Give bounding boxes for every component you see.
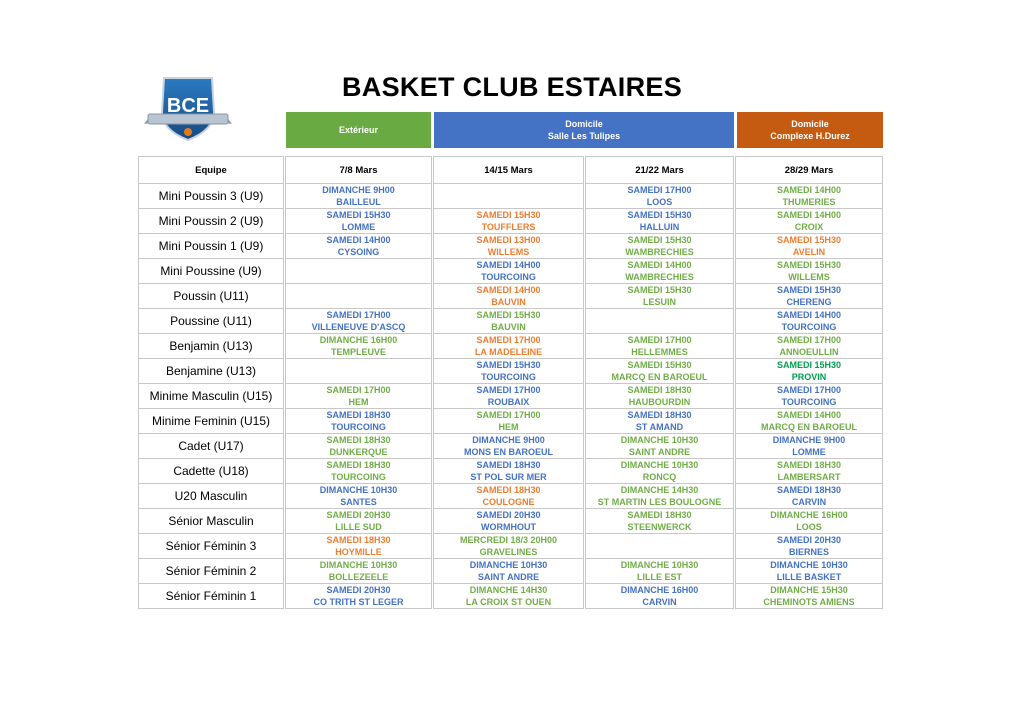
match-time: SAMEDI 14H00 <box>476 260 541 270</box>
match-cell <box>735 334 883 359</box>
match-opponent: LA CROIX ST OUEN <box>465 597 552 607</box>
match-cell <box>433 459 585 484</box>
match-opponent: STEENWERCK <box>627 522 692 532</box>
team-name: Sénior Masculin <box>139 509 285 534</box>
match-time: DIMANCHE 9H00 <box>322 185 395 195</box>
match-cell <box>285 559 433 584</box>
match-opponent: HELLEMMES <box>631 347 688 357</box>
match-opponent: COULOGNE <box>482 497 535 507</box>
match-opponent: ST POL SUR MER <box>470 472 547 482</box>
match-opponent: TOURCOING <box>331 422 386 432</box>
empty-cell <box>433 184 585 209</box>
match-time: SAMEDI 15H30 <box>776 260 842 270</box>
match-opponent: LILLE EST <box>637 572 682 582</box>
header-row <box>139 157 883 184</box>
match-opponent: BAUVIN <box>491 297 526 307</box>
table-row <box>139 359 883 384</box>
match-cell <box>735 434 883 459</box>
match-opponent: GRAVELINES <box>479 547 538 557</box>
match-cell <box>433 584 585 609</box>
table-row <box>139 484 883 509</box>
match-opponent: CARVIN <box>791 497 827 507</box>
match-time: SAMEDI 15H30 <box>476 360 541 370</box>
match-time: SAMEDI 14H00 <box>776 410 842 420</box>
match-opponent: BAUVIN <box>491 322 526 332</box>
match-opponent: LA MADELEINE <box>474 347 543 357</box>
match-cell <box>585 434 735 459</box>
match-opponent: ANNOEULLIN <box>779 347 839 357</box>
match-cell <box>433 384 585 409</box>
match-time: SAMEDI 14H00 <box>476 285 541 295</box>
match-time: SAMEDI 20H30 <box>476 510 541 520</box>
table-row <box>139 284 883 309</box>
team-name: Mini Poussin 2 (U9) <box>139 209 285 234</box>
match-cell <box>585 184 735 209</box>
match-opponent: WAMBRECHIES <box>625 272 694 282</box>
match-opponent: RONCQ <box>642 472 677 482</box>
match-cell <box>585 209 735 234</box>
match-cell <box>285 509 433 534</box>
match-opponent: TOUFFLERS <box>481 222 536 232</box>
match-opponent: BIERNES <box>788 547 829 557</box>
logo-text: BCE <box>166 95 210 117</box>
table-row <box>139 534 883 559</box>
empty-cell <box>285 359 433 384</box>
match-cell <box>585 234 735 259</box>
match-opponent: CYSOING <box>337 247 380 257</box>
match-opponent: HEM <box>498 422 519 432</box>
table-row <box>139 334 883 359</box>
match-cell <box>285 584 433 609</box>
match-opponent: TOURCOING <box>331 472 386 482</box>
match-time: SAMEDI 18H30 <box>326 535 391 545</box>
match-opponent: WILLEMS <box>788 272 830 282</box>
match-time: SAMEDI 18H30 <box>627 410 692 420</box>
match-opponent: LAMBERSART <box>777 472 841 482</box>
match-cell <box>433 309 585 334</box>
match-cell <box>433 484 585 509</box>
match-cell <box>285 184 433 209</box>
match-cell <box>433 209 585 234</box>
legend-domicile-tulipes-line2: Salle Les Tulipes <box>547 131 621 141</box>
match-opponent: SAINT ANDRE <box>477 572 540 582</box>
match-opponent: TOURCOING <box>781 397 837 407</box>
match-opponent: ST MARTIN LES BOULOGNE <box>597 497 722 507</box>
table-row <box>139 584 883 609</box>
match-opponent: HOYMILLE <box>335 547 382 557</box>
match-opponent: LOMME <box>792 447 826 457</box>
match-opponent: LOOS <box>796 522 822 532</box>
match-opponent: SAINT ANDRE <box>628 447 691 457</box>
club-logo <box>142 72 234 146</box>
match-cell <box>285 484 433 509</box>
match-time: SAMEDI 15H30 <box>627 360 692 370</box>
table-row <box>139 409 883 434</box>
match-time: SAMEDI 15H30 <box>776 235 842 245</box>
match-time: SAMEDI 18H30 <box>326 410 391 420</box>
legend-domicile-durez-line1: Domicile <box>791 119 829 129</box>
match-time: SAMEDI 15H30 <box>627 285 692 295</box>
match-time: DIMANCHE 10H30 <box>620 460 699 470</box>
match-time: SAMEDI 17H00 <box>476 385 541 395</box>
match-time: SAMEDI 14H00 <box>326 235 391 245</box>
match-time: SAMEDI 15H30 <box>776 285 842 295</box>
page-title: BASKET CLUB ESTAIRES <box>341 72 683 102</box>
column-header-week-3: 21/22 Mars <box>585 157 735 184</box>
match-cell <box>433 559 585 584</box>
match-time: DIMANCHE 14H30 <box>620 485 699 495</box>
empty-cell <box>285 259 433 284</box>
match-opponent: MARCQ EN BAROEUL <box>611 372 708 382</box>
match-cell <box>735 409 883 434</box>
match-cell <box>285 409 433 434</box>
match-time: SAMEDI 17H00 <box>627 335 692 345</box>
team-name: Minime Feminin (U15) <box>139 409 285 434</box>
match-cell <box>433 259 585 284</box>
match-opponent: PROVIN <box>791 372 827 382</box>
match-time: SAMEDI 18H30 <box>326 460 391 470</box>
match-opponent: LILLE BASKET <box>776 572 842 582</box>
match-cell <box>585 334 735 359</box>
schedule-table <box>138 156 883 609</box>
match-time: DIMANCHE 10H30 <box>469 560 548 570</box>
match-cell <box>585 284 735 309</box>
table-row <box>139 184 883 209</box>
legend-domicile-tulipes-line1: Domicile <box>565 119 603 129</box>
empty-cell <box>585 309 735 334</box>
match-time: SAMEDI 17H00 <box>476 410 541 420</box>
team-name: Poussine (U11) <box>139 309 285 334</box>
match-time: SAMEDI 17H00 <box>627 185 692 195</box>
match-cell <box>433 509 585 534</box>
match-time: SAMEDI 18H30 <box>627 385 692 395</box>
match-time: DIMANCHE 9H00 <box>472 435 545 445</box>
match-time: DIMANCHE 10H30 <box>620 560 699 570</box>
legend-exterieur-label: Extérieur <box>338 125 379 135</box>
match-time: SAMEDI 14H00 <box>776 310 842 320</box>
match-time: SAMEDI 20H30 <box>776 535 842 545</box>
table-row <box>139 509 883 534</box>
team-name: Benjamin (U13) <box>139 334 285 359</box>
match-cell <box>285 309 433 334</box>
match-cell <box>585 459 735 484</box>
team-name: Benjamine (U13) <box>139 359 285 384</box>
match-cell <box>285 334 433 359</box>
match-opponent: HALLUIN <box>639 222 680 232</box>
match-time: DIMANCHE 10H30 <box>319 485 398 495</box>
match-cell <box>735 309 883 334</box>
table-row <box>139 259 883 284</box>
team-name: Mini Poussin 1 (U9) <box>139 234 285 259</box>
match-cell <box>433 434 585 459</box>
match-opponent: AVELIN <box>792 247 826 257</box>
table-row <box>139 434 883 459</box>
match-cell <box>735 259 883 284</box>
match-cell <box>433 284 585 309</box>
match-opponent: LOOS <box>646 197 673 207</box>
match-time: SAMEDI 18H30 <box>627 510 692 520</box>
match-cell <box>735 184 883 209</box>
match-cell <box>285 384 433 409</box>
match-cell <box>433 334 585 359</box>
match-opponent: ROUBAIX <box>487 397 530 407</box>
match-cell <box>585 359 735 384</box>
table-row <box>139 234 883 259</box>
match-cell <box>735 359 883 384</box>
match-cell <box>735 534 883 559</box>
table-row <box>139 559 883 584</box>
column-header-week-4: 28/29 Mars <box>735 157 883 184</box>
match-opponent: ST AMAND <box>635 422 684 432</box>
match-cell <box>735 559 883 584</box>
match-cell <box>585 509 735 534</box>
match-time: SAMEDI 15H30 <box>326 210 391 220</box>
match-opponent: LOMME <box>341 222 376 232</box>
team-name: Poussin (U11) <box>139 284 285 309</box>
match-time: DIMANCHE 10H30 <box>620 435 699 445</box>
match-time: SAMEDI 17H00 <box>776 335 842 345</box>
match-time: SAMEDI 15H30 <box>627 235 692 245</box>
club-shield-logo-icon <box>142 72 234 146</box>
match-time: SAMEDI 17H00 <box>326 385 391 395</box>
match-opponent: CHEMINOTS AMIENS <box>763 597 855 607</box>
match-opponent: WAMBRECHIES <box>625 247 694 257</box>
match-time: DIMANCHE 10H30 <box>770 560 848 570</box>
team-name: Minime Masculin (U15) <box>139 384 285 409</box>
match-time: SAMEDI 13H00 <box>476 235 541 245</box>
match-time: SAMEDI 20H30 <box>326 585 391 595</box>
match-time: SAMEDI 17H00 <box>326 310 391 320</box>
column-header-week-2: 14/15 Mars <box>433 157 585 184</box>
match-time: DIMANCHE 16H00 <box>319 335 398 345</box>
table-row <box>139 209 883 234</box>
match-time: DIMANCHE 9H00 <box>772 435 846 445</box>
match-opponent: SANTES <box>340 497 377 507</box>
match-opponent: BOLLEZEELE <box>328 572 389 582</box>
match-cell <box>585 584 735 609</box>
match-opponent: TOURCOING <box>481 372 536 382</box>
match-cell <box>735 484 883 509</box>
match-time: SAMEDI 14H00 <box>776 185 842 195</box>
team-name: Mini Poussine (U9) <box>139 259 285 284</box>
match-time: SAMEDI 15H30 <box>627 210 692 220</box>
legend-domicile-durez-line2: Complexe H.Durez <box>770 131 850 141</box>
match-time: SAMEDI 14H00 <box>776 210 842 220</box>
legend-domicile-durez <box>737 112 883 148</box>
match-time: SAMEDI 18H30 <box>776 460 842 470</box>
match-opponent: CARVIN <box>642 597 677 607</box>
match-cell <box>285 209 433 234</box>
match-cell <box>585 259 735 284</box>
match-opponent: THUMERIES <box>782 197 836 207</box>
team-name: Cadet (U17) <box>139 434 285 459</box>
match-time: SAMEDI 17H00 <box>776 385 842 395</box>
match-opponent: WILLEMS <box>487 247 530 257</box>
match-opponent: TOURCOING <box>781 322 837 332</box>
match-cell <box>735 234 883 259</box>
match-cell <box>433 409 585 434</box>
match-opponent: LILLE SUD <box>335 522 382 532</box>
empty-cell <box>585 534 735 559</box>
match-time: DIMANCHE 15H30 <box>770 585 848 595</box>
match-opponent: BAILLEUL <box>336 197 381 207</box>
table-row <box>139 459 883 484</box>
match-cell <box>585 484 735 509</box>
team-name: Mini Poussin 3 (U9) <box>139 184 285 209</box>
match-cell <box>735 209 883 234</box>
match-time: SAMEDI 18H30 <box>776 485 842 495</box>
match-cell <box>285 459 433 484</box>
match-opponent: MARCQ EN BAROEUL <box>761 422 857 432</box>
match-opponent: VILLENEUVE D'ASCQ <box>311 322 406 332</box>
match-cell <box>285 234 433 259</box>
match-cell <box>735 459 883 484</box>
match-time: MERCREDI 18/3 20H00 <box>459 535 558 545</box>
match-cell <box>285 434 433 459</box>
match-cell <box>433 534 585 559</box>
match-cell <box>433 359 585 384</box>
table-row <box>139 384 883 409</box>
team-name: Sénior Féminin 2 <box>139 559 285 584</box>
match-opponent: TEMPLEUVE <box>330 347 386 357</box>
team-name: Sénior Féminin 1 <box>139 584 285 609</box>
match-opponent: HAUBOURDIN <box>628 397 691 407</box>
match-opponent: HEM <box>348 397 369 407</box>
match-opponent: CO TRITH ST LEGER <box>313 597 404 607</box>
match-cell <box>735 584 883 609</box>
match-cell <box>433 234 585 259</box>
match-time: SAMEDI 20H30 <box>326 510 391 520</box>
column-header-equipe: Equipe <box>139 157 285 184</box>
match-cell <box>585 559 735 584</box>
legend-domicile-tulipes <box>434 112 734 148</box>
match-time: SAMEDI 15H30 <box>776 360 842 370</box>
column-header-week-1: 7/8 Mars <box>285 157 433 184</box>
legend-exterieur <box>286 112 431 148</box>
match-opponent: LESUIN <box>642 297 676 307</box>
match-time: DIMANCHE 16H00 <box>620 585 699 595</box>
team-name: Sénior Féminin 3 <box>139 534 285 559</box>
team-name: Cadette (U18) <box>139 459 285 484</box>
match-time: SAMEDI 14H00 <box>627 260 692 270</box>
match-time: SAMEDI 17H00 <box>476 335 541 345</box>
schedule-body <box>139 184 883 609</box>
match-cell <box>735 284 883 309</box>
match-time: SAMEDI 15H30 <box>476 310 541 320</box>
empty-cell <box>285 284 433 309</box>
match-opponent: DUNKERQUE <box>329 447 388 457</box>
match-cell <box>585 384 735 409</box>
match-opponent: CHERENG <box>786 297 832 307</box>
match-opponent: TOURCOING <box>481 272 536 282</box>
match-time: SAMEDI 15H30 <box>476 210 541 220</box>
match-time: DIMANCHE 16H00 <box>770 510 848 520</box>
match-cell <box>285 534 433 559</box>
match-time: SAMEDI 18H30 <box>326 435 391 445</box>
match-cell <box>585 409 735 434</box>
match-cell <box>735 509 883 534</box>
match-time: SAMEDI 18H30 <box>476 460 541 470</box>
match-time: SAMEDI 18H30 <box>476 485 541 495</box>
match-time: DIMANCHE 10H30 <box>319 560 398 570</box>
match-opponent: WORMHOUT <box>481 522 536 532</box>
team-name: U20 Masculin <box>139 484 285 509</box>
table-row <box>139 309 883 334</box>
match-cell <box>735 384 883 409</box>
match-opponent: CROIX <box>794 222 824 232</box>
match-opponent: MONS EN BAROEUL <box>463 447 553 457</box>
match-time: DIMANCHE 14H30 <box>469 585 548 595</box>
